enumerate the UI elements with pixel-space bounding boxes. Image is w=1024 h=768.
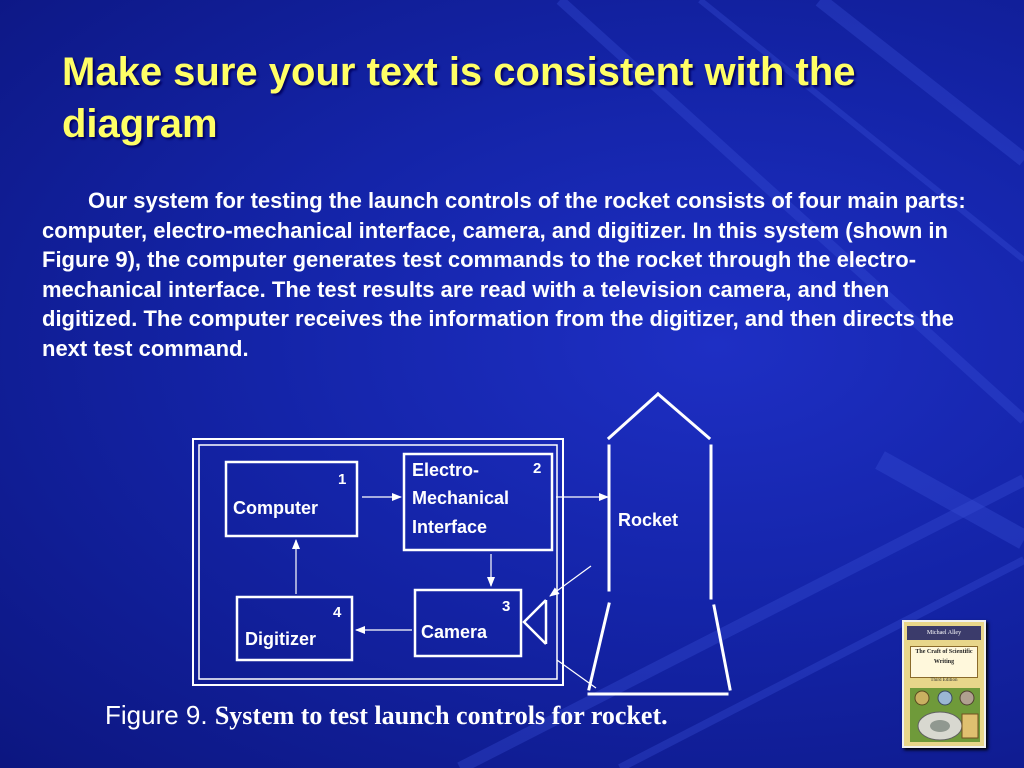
book-edition: Third Edition [930,678,958,683]
figure-number: Figure 9. [105,700,208,730]
computer-block [226,462,357,536]
camera-label: Camera [421,622,488,642]
camera-number: 3 [502,598,511,615]
camera-lens [524,600,546,644]
body-paragraph: Our system for testing the launch controls of the rocket consists of four main parts: computer, electro-mechanical interface, camera, and digitizer. In this system (shown in Figure 9), the computer generates test commands to the rocket through the electro-mechanical interface. The test results are read with a television camera, and then digitized. The computer receives the information from the digitizer, and then directs the next test command. [42,188,966,361]
book-author: Michael Alley [907,626,981,640]
book-cover-image [902,620,986,748]
interface-label-line1: Electro- [412,460,480,480]
interface-block [404,454,552,550]
interface-label-line3: Interface [412,517,488,537]
rocket-label: Rocket [618,510,679,530]
computer-label: Computer [233,498,318,518]
book-title: The Craft of Scientific Writing [910,646,978,678]
figure-caption [105,700,668,731]
book-cover-art [910,684,980,742]
digitizer-number: 4 [333,604,342,621]
camera-block [415,590,546,656]
interface-label-line2: Mechanical [412,488,510,508]
rocket-shape [589,394,730,694]
figure-caption-text: System to test launch controls for rocket. [214,701,668,730]
digitizer-label: Digitizer [245,629,317,649]
digitizer-block [237,597,352,660]
interface-number: 2 [533,460,542,477]
computer-number: 1 [338,471,347,488]
slide-title: Make sure your text is consistent with the diagram [62,50,856,146]
